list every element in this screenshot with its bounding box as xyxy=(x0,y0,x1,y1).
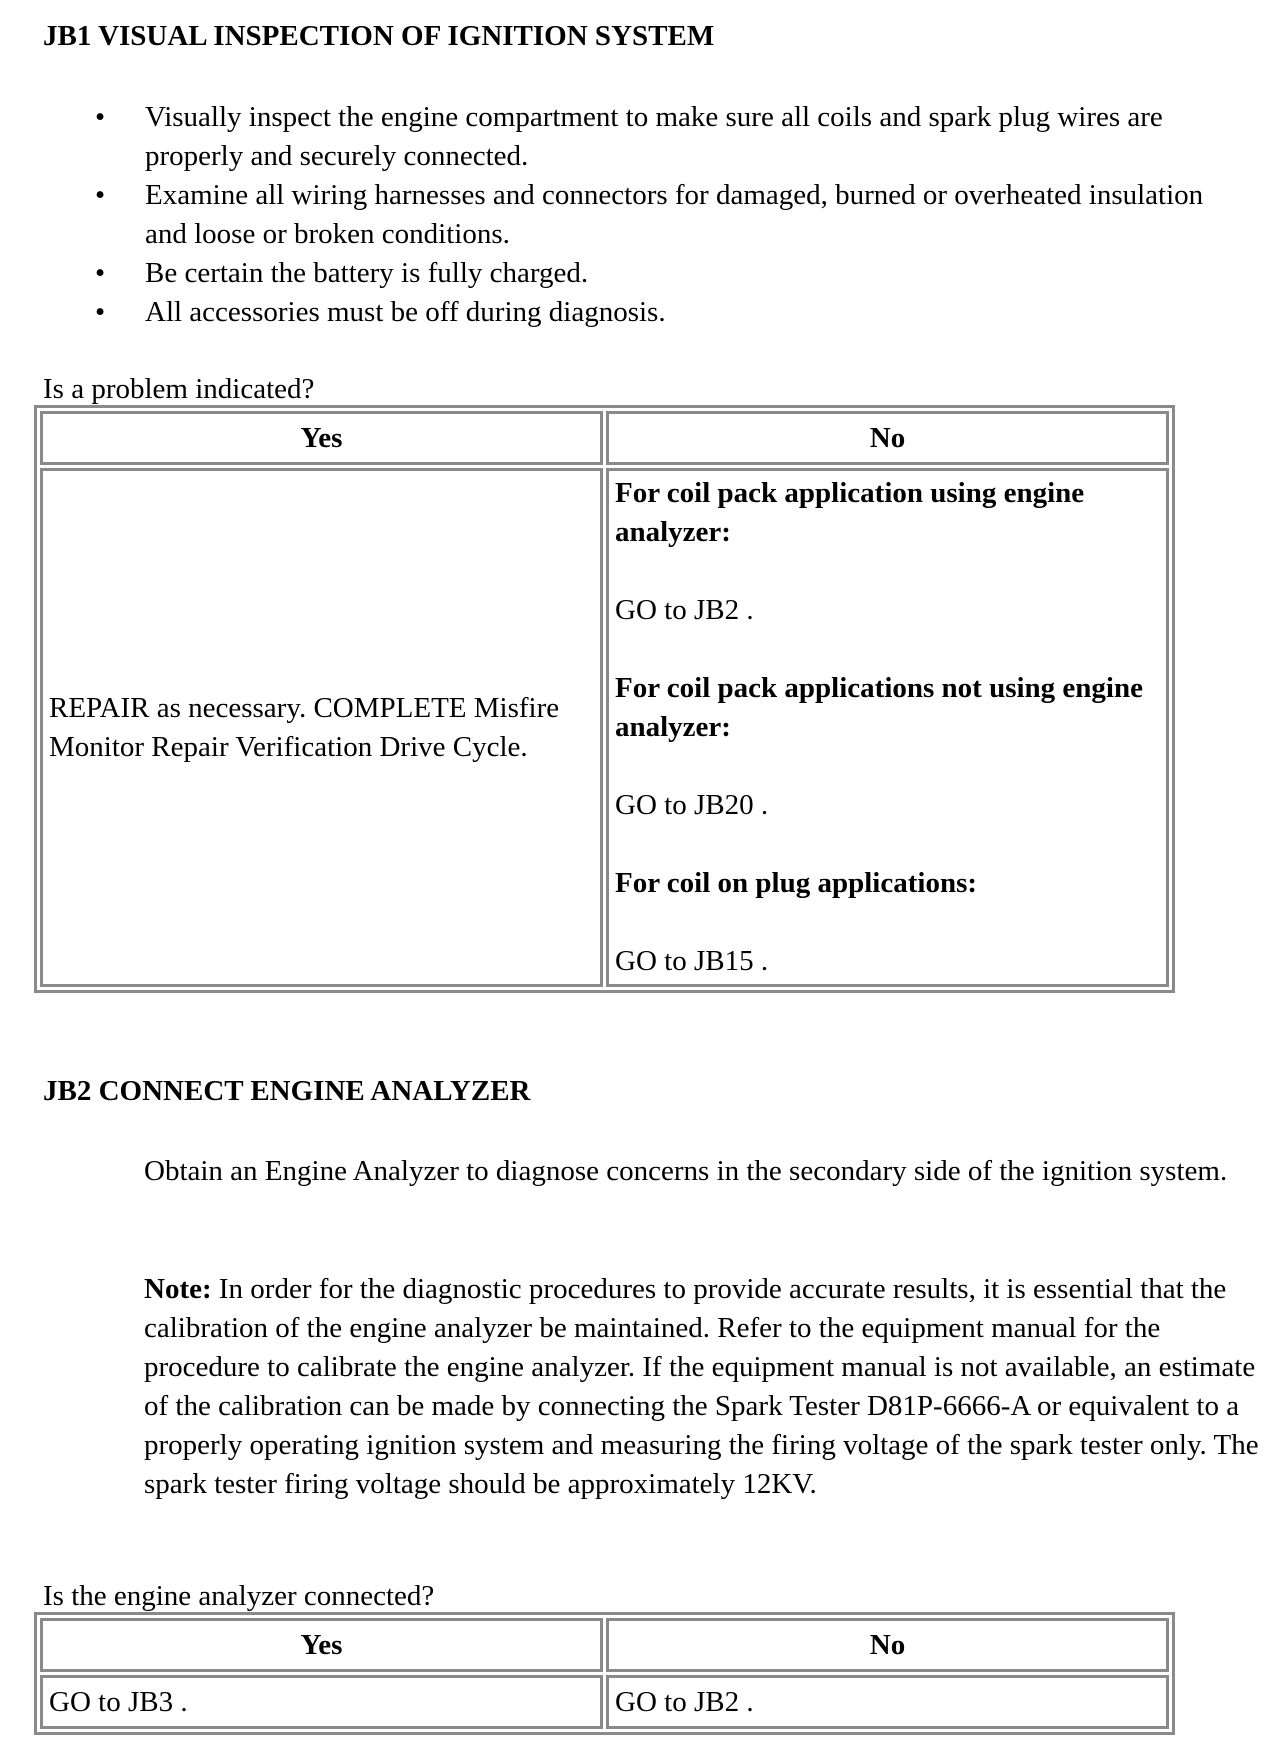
list-item xyxy=(0,176,1260,254)
inspection-bullet-list xyxy=(0,98,1260,332)
table-header-row xyxy=(40,411,1169,465)
condition-label: For coil on plug applications: xyxy=(615,867,978,899)
bullet-icon: • xyxy=(95,101,106,133)
intro-text: Obtain an Engine Analyzer to diagnose concerns in the secondary side of the ignition system. xyxy=(144,1155,1228,1187)
section-heading-jb1: JB1 VISUAL INSPECTION OF IGNITION SYSTEM xyxy=(43,20,715,52)
no-column-header: No xyxy=(606,411,1169,465)
intro-paragraph xyxy=(144,1152,1260,1191)
note-label: Note: xyxy=(144,1273,212,1305)
table-header-row xyxy=(40,1618,1169,1672)
condition-label: For coil pack applications not using engine analyzer: xyxy=(615,672,1143,743)
list-item xyxy=(0,254,1260,293)
action-link[interactable]: GO to JB2 . xyxy=(615,594,754,626)
decision-table-jb1 xyxy=(34,405,1175,993)
list-item-text: All accessories must be off during diagnosis. xyxy=(145,296,666,328)
question-analyzer-connected: Is the engine analyzer connected? xyxy=(43,1580,435,1612)
list-item xyxy=(0,98,1260,176)
bullet-icon: • xyxy=(95,296,106,328)
list-item-text: Examine all wiring harnesses and connectors for damaged, burned or overheated insulation and loose or broken conditions. xyxy=(145,179,1204,250)
list-item-text: Be certain the battery is fully charged. xyxy=(145,257,589,289)
table-row xyxy=(40,1675,1169,1729)
note-text-block xyxy=(144,1270,1260,1504)
action-link[interactable]: GO to JB15 . xyxy=(615,945,769,977)
no-cell xyxy=(606,468,1169,987)
condition-label: For coil pack application using engine analyzer: xyxy=(615,477,1085,548)
no-cell[interactable]: GO to JB2 . xyxy=(606,1675,1169,1729)
note-paragraph xyxy=(144,1270,1260,1504)
yes-cell: REPAIR as necessary. COMPLETE Misfire Monitor Repair Verification Drive Cycle. xyxy=(40,468,603,987)
list-item-text: Visually inspect the engine compartment to make sure all coils and spark plug wires are properly and securely connected. xyxy=(145,101,1163,172)
yes-column-header: Yes xyxy=(40,1618,603,1672)
question-problem-indicated: Is a problem indicated? xyxy=(43,373,315,405)
table-row xyxy=(40,468,1169,987)
list-item xyxy=(0,293,1260,332)
no-column-header: No xyxy=(606,1618,1169,1672)
yes-column-header: Yes xyxy=(40,411,603,465)
yes-cell[interactable]: GO to JB3 . xyxy=(40,1675,603,1729)
decision-table-jb2 xyxy=(34,1612,1175,1735)
action-link[interactable]: GO to JB20 . xyxy=(615,789,769,821)
note-text: In order for the diagnostic procedures to provide accurate results, it is essential that the calibration of the engine analyzer be maintained. Refer to the equipment manual for the procedure to calibrate the engine analyzer. If the equipment manual is not available, an estimate of the calibration can be made by connecting the Spark Tester D81P-6666-A or equivalent to a properly operating ignition system and measuring the firing voltage of the spark tester only. The spark tester firing voltage should be approximately 12KV. xyxy=(144,1273,1259,1500)
section-heading-jb2: JB2 CONNECT ENGINE ANALYZER xyxy=(43,1075,531,1107)
bullet-icon: • xyxy=(95,179,106,211)
bullet-icon: • xyxy=(95,257,106,289)
